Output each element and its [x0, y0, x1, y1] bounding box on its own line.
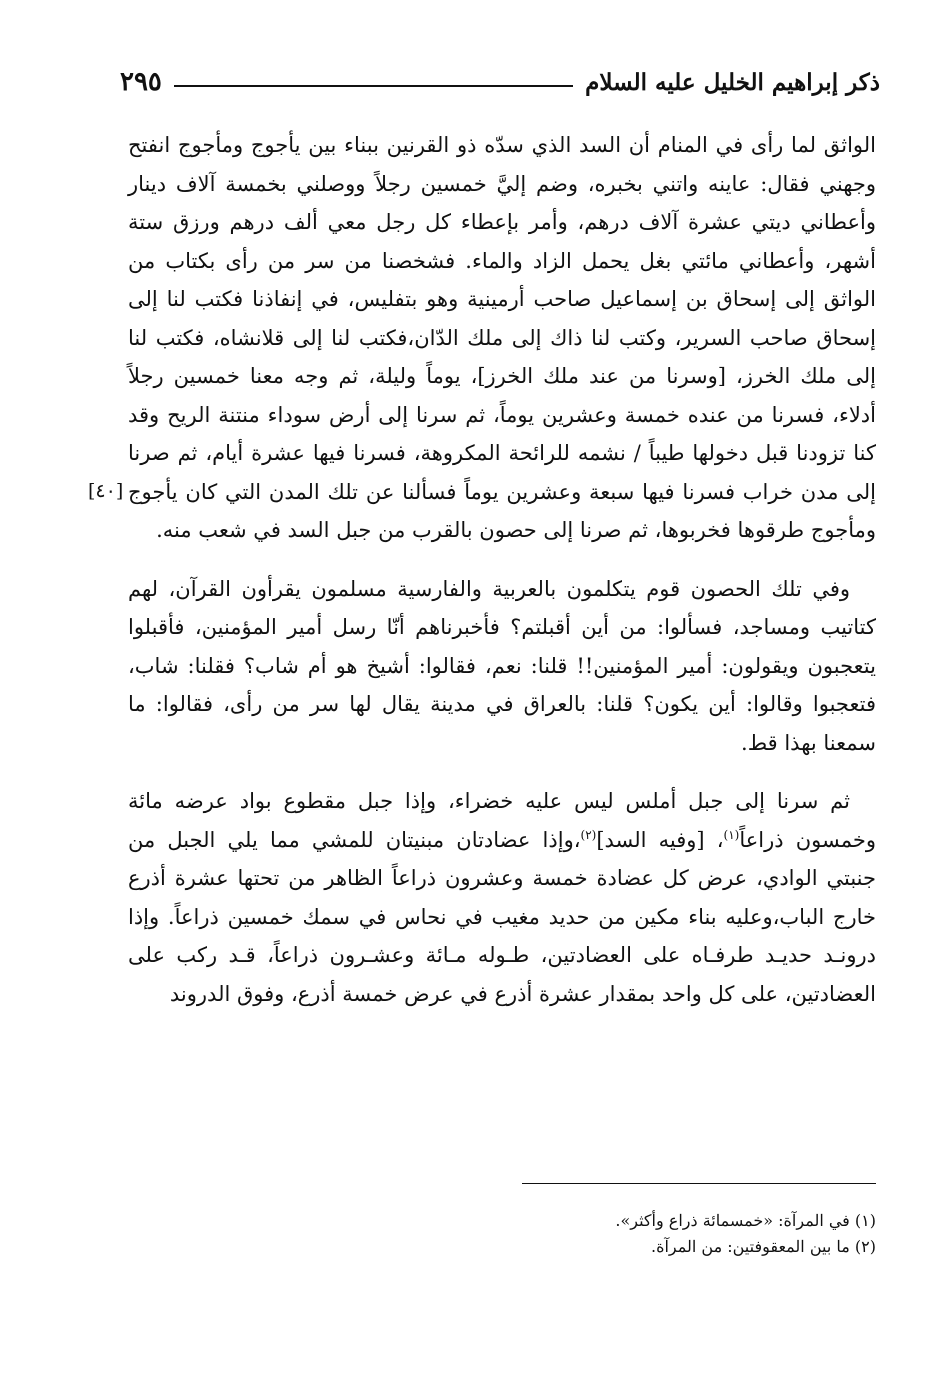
footnote-ref-2[interactable]: (٢): [580, 827, 597, 842]
footnotes: [128, 1208, 876, 1260]
paragraph-1: [128, 126, 876, 550]
paragraph-2-text: وفي تلك الحصون قوم يتكلمون بالعربية والفارسية مسلمون يقرأون القرآن، لهم كتاتيب ومساجد، فسألوا: من أين أقبلتم؟ فأخبرناهم أنّا رسل أمير المؤمنين، فأقبلوا يتعجبون ويقولون: أمير المؤمنين!! قلنا: نعم، فقالوا: أشيخ هو أم شاب؟ فقلنا: شاب، فتعجبوا وقالوا: أين يكون؟ قلنا: بالعراق في مدينة يقال لها سر من رأى، فقالوا: ما سمعنا بهذا قط.: [128, 576, 876, 755]
footnote-1: (١) في المرآة: «خمسمائة ذراع وأكثر».: [615, 1211, 876, 1230]
header-title: ذكر إبراهيم الخليل عليه السلام: [585, 68, 880, 96]
paragraph-3-text-b: ، [وفيه السد]: [596, 827, 724, 852]
footnote-separator: [522, 1183, 876, 1184]
footnote-2: (٢) ما بين المعقوفتين: من المرآة.: [650, 1237, 876, 1256]
paragraph-3-text-c: ،وإذا عضادتان مبنيتان للمشي مما يلي الجبل من جنبتي الوادي، عرض كل عضادة خمسة وعشرون ذراعاً الظاهر من تحتها عشرة أذرع خارج الباب،وعليه بناء مكين من حديد مغيب في نحاس في سمك خمسين ذراعاً. وإذا درونـد حديـد طرفـاه على العضادتين، طـوله مـائة وعشـرون ذراعاً، قـد ركب على العضادتين، على كل واحد بمقدار عشرة أذرع في عرض خمسة أذرع، وفوق الدروند: [128, 827, 876, 1006]
paragraph-3-text-a: ثم سرنا إلى جبل أملس ليس عليه خضراء، وإذا جبل مقطوع بواد عرضه مائة وخمسون ذراعاً: [128, 789, 876, 852]
page-number: ٢٩٥: [120, 67, 162, 97]
main-text: [128, 126, 876, 1013]
header-rule: [174, 85, 573, 87]
paragraph-3: [128, 782, 876, 1013]
running-header: [120, 60, 880, 104]
footnote-ref-1[interactable]: (١): [723, 827, 740, 842]
margin-marker: [٤٠]: [88, 480, 124, 502]
paragraph-1-text: الواثق لما رأى في المنام أن السد الذي سدّه ذو القرنين ببناء بين يأجوج ومأجوج انفتح وجهني فقال: عاينه واتني بخبره، وضم إليَّ خمسين رجلاً ووصلني بخمسة آلاف دينار وأعطاني ديتي عشرة آلاف درهم، وأمر بإعطاء كل رجل معي ألف درهم ورزق ستة أشهر، وأعطاني مائتي بغل يحمل الزاد والماء. فشخصنا من سر من رأى بكتاب من الواثق إلى إسحاق بن إسماعيل صاحب أرمينية وهو بتفليس، في إنفاذنا فكتب لنا إلى إسحاق صاحب السرير، وكتب لنا ذاك إلى ملك الدّان،فكتب لنا إلى قلانشاه، فكتب لنا إلى ملك الخرز، [وسرنا من عند ملك الخرز]، يوماً وليلة، ثم وجه معنا خمسين رجلاً أدلاء، فسرنا من عنده خمسة وعشرين يوماً، ثم سرنا إلى أرض سوداء منتنة الريح وقد كنا تزودنا قبل دخولها طيباً / نشمه للرائحة المكروهة، فسرنا فيها عشرة أيام، ثم صرنا إلى مدن خراب فسرنا فيها سبعة وعشرين يوماً فسألنا عن تلك المدن التي كان يأجوج ومأجوج طرقوها فخربوها، ثم صرنا إلى حصون بالقرب من جبل السد في شعب منه.: [128, 133, 876, 542]
paragraph-2: [128, 570, 876, 763]
